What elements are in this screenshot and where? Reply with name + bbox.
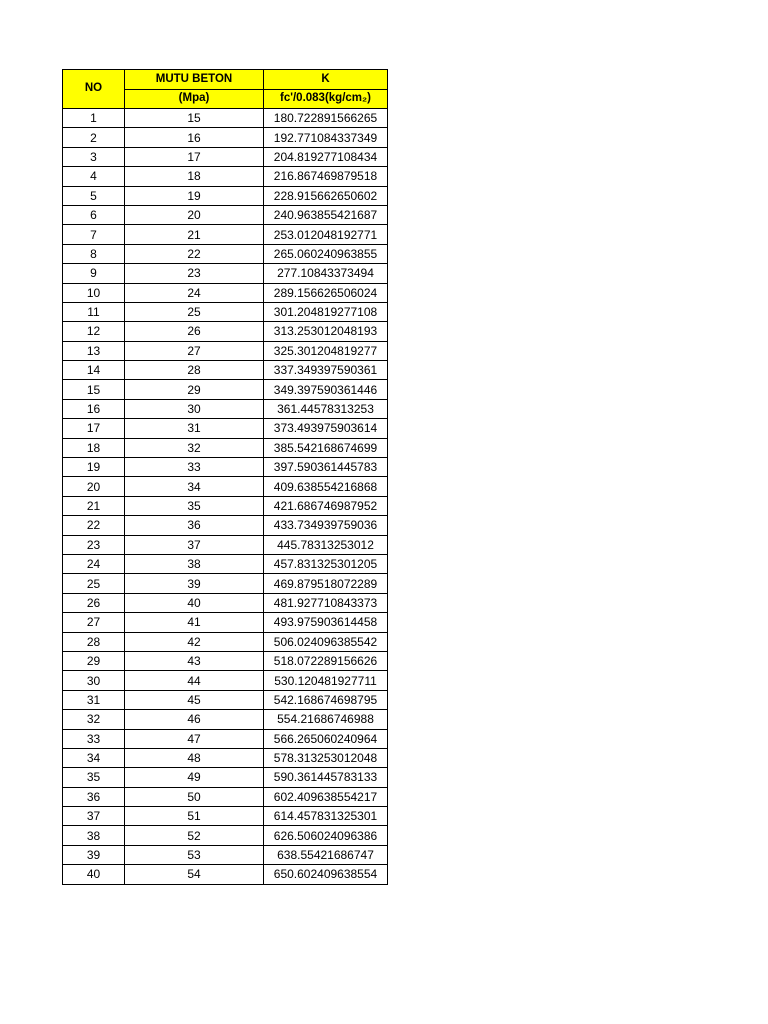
conversion-table-container (62, 69, 388, 885)
cell-no: 19 (63, 458, 125, 477)
cell-no: 11 (63, 302, 125, 321)
table-row (63, 341, 388, 360)
header-k: K (264, 70, 388, 90)
cell-no: 40 (63, 865, 125, 884)
cell-k-value: 481.927710843373 (264, 593, 388, 612)
header-mutu-unit: (Mpa) (125, 89, 264, 109)
cell-k-value: 578.313253012048 (264, 748, 388, 767)
cell-no: 37 (63, 807, 125, 826)
cell-mutu-beton: 26 (125, 322, 264, 341)
table-row (63, 244, 388, 263)
header-row-1 (63, 70, 388, 90)
cell-no: 38 (63, 826, 125, 845)
header-no: NO (63, 70, 125, 109)
header-mutu-beton: MUTU BETON (125, 70, 264, 90)
cell-k-value: 313.253012048193 (264, 322, 388, 341)
cell-k-value: 433.734939759036 (264, 516, 388, 535)
table-row (63, 651, 388, 670)
table-row (63, 322, 388, 341)
cell-k-value: 650.602409638554 (264, 865, 388, 884)
cell-mutu-beton: 25 (125, 302, 264, 321)
cell-k-value: 530.120481927711 (264, 671, 388, 690)
table-row (63, 574, 388, 593)
table-row (63, 109, 388, 128)
cell-mutu-beton: 32 (125, 438, 264, 457)
cell-no: 23 (63, 535, 125, 554)
cell-mutu-beton: 17 (125, 147, 264, 166)
table-row (63, 787, 388, 806)
cell-k-value: 325.301204819277 (264, 341, 388, 360)
cell-mutu-beton: 38 (125, 554, 264, 573)
cell-mutu-beton: 44 (125, 671, 264, 690)
table-row (63, 710, 388, 729)
table-row (63, 128, 388, 147)
cell-mutu-beton: 39 (125, 574, 264, 593)
cell-no: 2 (63, 128, 125, 147)
cell-mutu-beton: 46 (125, 710, 264, 729)
cell-k-value: 626.506024096386 (264, 826, 388, 845)
cell-k-value: 192.771084337349 (264, 128, 388, 147)
cell-mutu-beton: 28 (125, 361, 264, 380)
table-row (63, 826, 388, 845)
table-body (63, 109, 388, 885)
cell-k-value: 253.012048192771 (264, 225, 388, 244)
table-header (63, 70, 388, 109)
table-row (63, 593, 388, 612)
cell-k-value: 216.867469879518 (264, 167, 388, 186)
cell-k-value: 554.21686746988 (264, 710, 388, 729)
table-row (63, 399, 388, 418)
table-row (63, 845, 388, 864)
cell-no: 4 (63, 167, 125, 186)
cell-no: 28 (63, 632, 125, 651)
cell-k-value: 204.819277108434 (264, 147, 388, 166)
table-row (63, 748, 388, 767)
table-row (63, 264, 388, 283)
cell-no: 25 (63, 574, 125, 593)
cell-no: 39 (63, 845, 125, 864)
cell-no: 31 (63, 690, 125, 709)
cell-mutu-beton: 40 (125, 593, 264, 612)
table-row (63, 438, 388, 457)
cell-no: 18 (63, 438, 125, 457)
table-row (63, 302, 388, 321)
cell-mutu-beton: 37 (125, 535, 264, 554)
cell-k-value: 180.722891566265 (264, 109, 388, 128)
cell-mutu-beton: 52 (125, 826, 264, 845)
cell-k-value: 602.409638554217 (264, 787, 388, 806)
cell-no: 36 (63, 787, 125, 806)
cell-mutu-beton: 31 (125, 419, 264, 438)
table-row (63, 729, 388, 748)
table-row (63, 283, 388, 302)
table-row (63, 690, 388, 709)
table-row (63, 419, 388, 438)
cell-mutu-beton: 48 (125, 748, 264, 767)
cell-mutu-beton: 35 (125, 496, 264, 515)
cell-mutu-beton: 51 (125, 807, 264, 826)
cell-k-value: 265.060240963855 (264, 244, 388, 263)
table-row (63, 613, 388, 632)
cell-mutu-beton: 16 (125, 128, 264, 147)
cell-no: 14 (63, 361, 125, 380)
cell-no: 21 (63, 496, 125, 515)
cell-k-value: 289.156626506024 (264, 283, 388, 302)
cell-no: 24 (63, 554, 125, 573)
cell-k-value: 240.963855421687 (264, 205, 388, 224)
cell-mutu-beton: 23 (125, 264, 264, 283)
cell-k-value: 301.204819277108 (264, 302, 388, 321)
cell-k-value: 373.493975903614 (264, 419, 388, 438)
cell-k-value: 590.361445783133 (264, 768, 388, 787)
cell-k-value: 493.975903614458 (264, 613, 388, 632)
table-row (63, 807, 388, 826)
table-row (63, 167, 388, 186)
cell-no: 5 (63, 186, 125, 205)
cell-no: 1 (63, 109, 125, 128)
cell-no: 10 (63, 283, 125, 302)
table-row (63, 380, 388, 399)
cell-no: 9 (63, 264, 125, 283)
cell-k-value: 614.457831325301 (264, 807, 388, 826)
cell-k-value: 337.349397590361 (264, 361, 388, 380)
table-row (63, 671, 388, 690)
cell-mutu-beton: 24 (125, 283, 264, 302)
cell-k-value: 361.44578313253 (264, 399, 388, 418)
cell-mutu-beton: 30 (125, 399, 264, 418)
cell-mutu-beton: 33 (125, 458, 264, 477)
cell-k-value: 228.915662650602 (264, 186, 388, 205)
table-row (63, 186, 388, 205)
cell-no: 6 (63, 205, 125, 224)
cell-mutu-beton: 15 (125, 109, 264, 128)
cell-mutu-beton: 27 (125, 341, 264, 360)
cell-no: 30 (63, 671, 125, 690)
table-row (63, 768, 388, 787)
cell-no: 17 (63, 419, 125, 438)
cell-mutu-beton: 50 (125, 787, 264, 806)
table-row (63, 361, 388, 380)
cell-mutu-beton: 49 (125, 768, 264, 787)
table-row (63, 496, 388, 515)
cell-k-value: 457.831325301205 (264, 554, 388, 573)
cell-no: 20 (63, 477, 125, 496)
cell-mutu-beton: 45 (125, 690, 264, 709)
cell-mutu-beton: 22 (125, 244, 264, 263)
cell-mutu-beton: 36 (125, 516, 264, 535)
table-row (63, 205, 388, 224)
cell-no: 32 (63, 710, 125, 729)
cell-mutu-beton: 54 (125, 865, 264, 884)
cell-no: 8 (63, 244, 125, 263)
cell-mutu-beton: 53 (125, 845, 264, 864)
cell-k-value: 421.686746987952 (264, 496, 388, 515)
cell-k-value: 638.55421686747 (264, 845, 388, 864)
cell-k-value: 445.78313253012 (264, 535, 388, 554)
table-row (63, 632, 388, 651)
cell-no: 26 (63, 593, 125, 612)
cell-mutu-beton: 43 (125, 651, 264, 670)
cell-no: 16 (63, 399, 125, 418)
cell-no: 15 (63, 380, 125, 399)
cell-mutu-beton: 34 (125, 477, 264, 496)
cell-no: 33 (63, 729, 125, 748)
table-row (63, 865, 388, 884)
cell-k-value: 566.265060240964 (264, 729, 388, 748)
cell-k-value: 469.879518072289 (264, 574, 388, 593)
cell-no: 35 (63, 768, 125, 787)
cell-no: 29 (63, 651, 125, 670)
cell-mutu-beton: 29 (125, 380, 264, 399)
cell-mutu-beton: 47 (125, 729, 264, 748)
cell-mutu-beton: 42 (125, 632, 264, 651)
cell-mutu-beton: 41 (125, 613, 264, 632)
cell-no: 13 (63, 341, 125, 360)
table-row (63, 554, 388, 573)
cell-k-value: 518.072289156626 (264, 651, 388, 670)
cell-no: 7 (63, 225, 125, 244)
cell-mutu-beton: 20 (125, 205, 264, 224)
cell-k-value: 506.024096385542 (264, 632, 388, 651)
cell-no: 22 (63, 516, 125, 535)
cell-k-value: 385.542168674699 (264, 438, 388, 457)
table-row (63, 458, 388, 477)
cell-mutu-beton: 19 (125, 186, 264, 205)
table-row (63, 516, 388, 535)
cell-k-value: 409.638554216868 (264, 477, 388, 496)
table-row (63, 477, 388, 496)
cell-no: 3 (63, 147, 125, 166)
cell-k-value: 349.397590361446 (264, 380, 388, 399)
concrete-grade-conversion-table (62, 69, 388, 885)
cell-no: 12 (63, 322, 125, 341)
cell-k-value: 542.168674698795 (264, 690, 388, 709)
cell-k-value: 277.10843373494 (264, 264, 388, 283)
cell-no: 27 (63, 613, 125, 632)
cell-no: 34 (63, 748, 125, 767)
table-row (63, 147, 388, 166)
cell-mutu-beton: 21 (125, 225, 264, 244)
table-row (63, 535, 388, 554)
header-k-formula: fc'/0.083(kg/cm₂) (264, 89, 388, 109)
table-row (63, 225, 388, 244)
cell-mutu-beton: 18 (125, 167, 264, 186)
cell-k-value: 397.590361445783 (264, 458, 388, 477)
